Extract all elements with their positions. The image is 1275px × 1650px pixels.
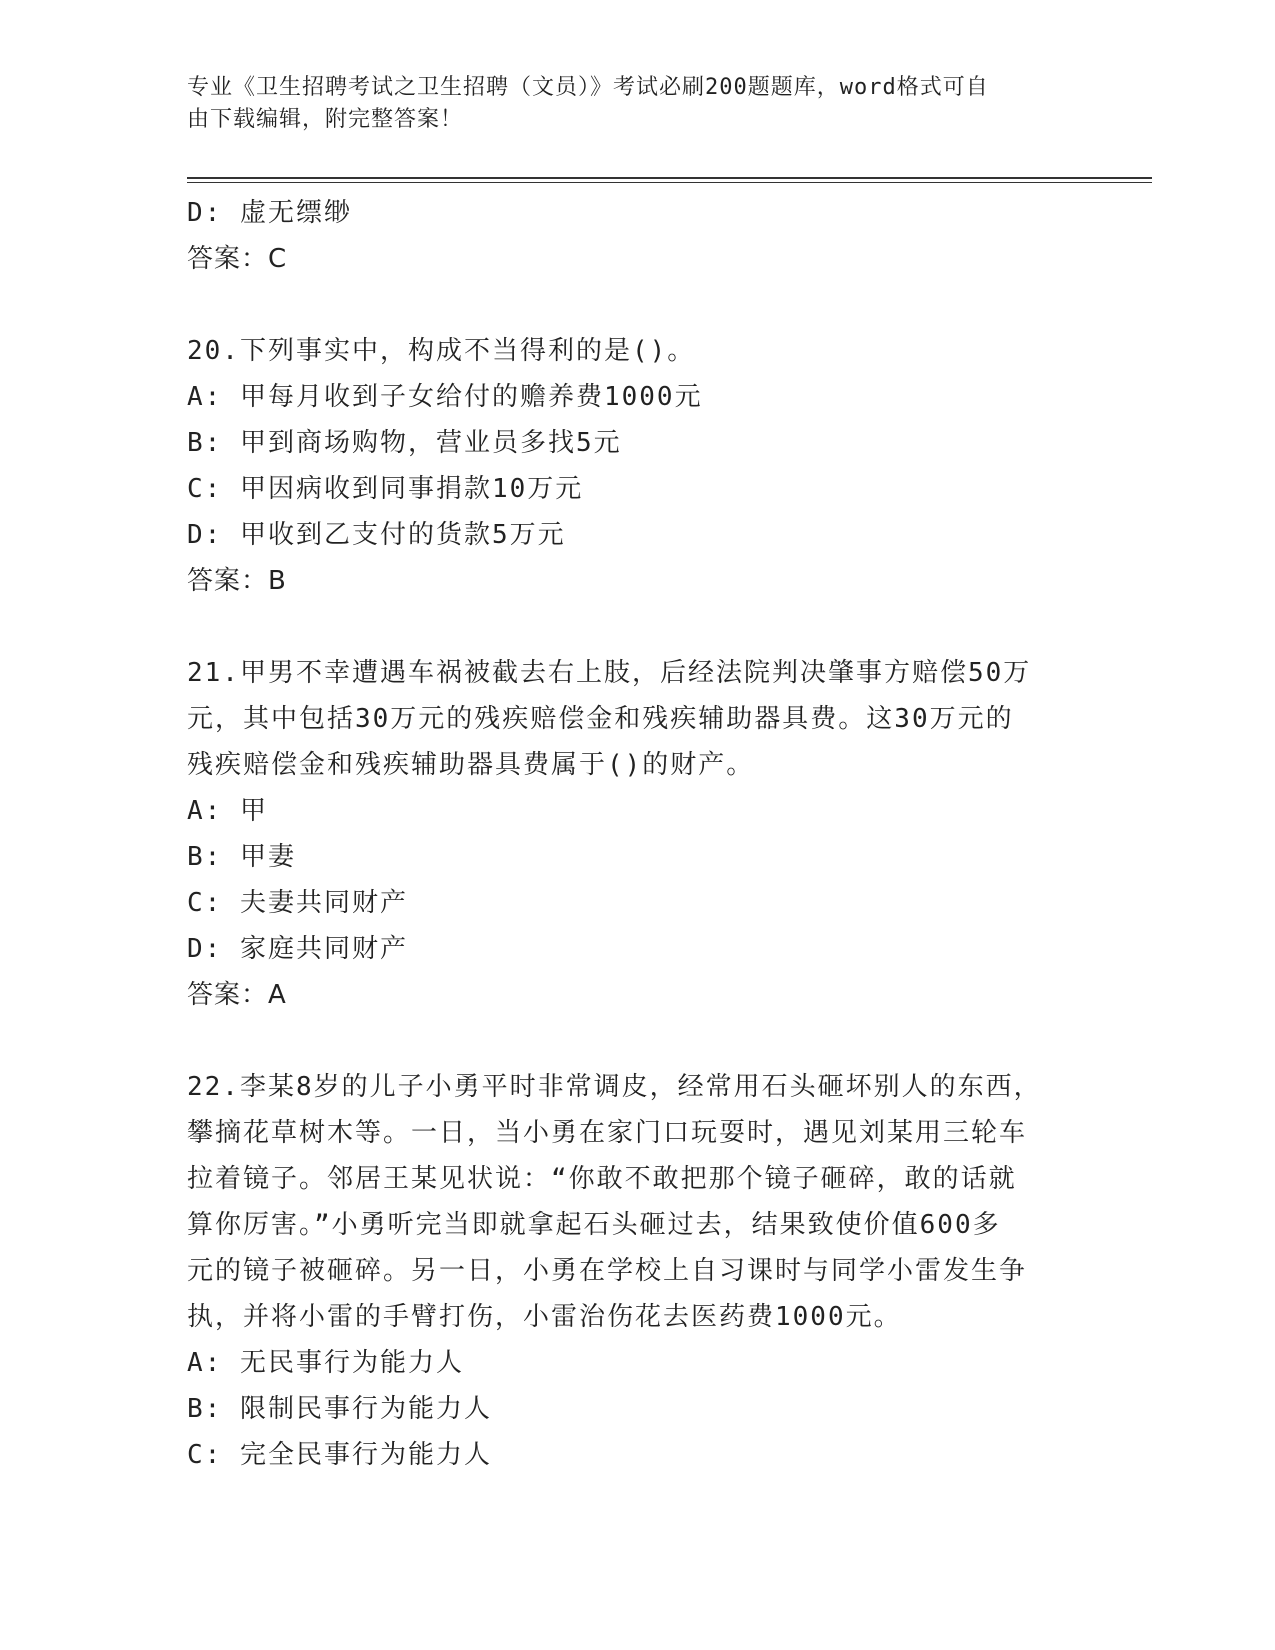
header-line-2: 由下载编辑，附完整答案！ [187,107,464,132]
prev-option-d: D: 虚无缥缈 [187,198,352,228]
header-divider-thin [187,182,1152,183]
option-c: C: 甲因病收到同事捐款10万元 [187,474,584,504]
spacer [187,1018,1087,1064]
option-d: D: 甲收到乙支付的货款5万元 [187,520,566,550]
question-22 [187,1064,1087,1478]
question-stem-line: 攀摘花草树木等。一日，当小勇在家门口玩耍时，遇见刘某用三轮车 [187,1118,1028,1148]
answer: 答案：A [187,980,287,1010]
option-b: B: 限制民事行为能力人 [187,1394,492,1424]
option-a: A: 无民事行为能力人 [187,1348,464,1378]
question-stem-line: 元的镜子被砸碎。另一日，小勇在学校上自习课时与同学小雷发生争 [187,1256,1028,1286]
option-b: B: 甲到商场购物，营业员多找5元 [187,428,622,458]
question-stem-line: 拉着镜子。邻居王某见状说：“你敢不敢把那个镜子砸碎，敢的话就 [187,1164,1017,1194]
option-b: B: 甲妻 [187,842,296,872]
question-stem-line: 元，其中包括30万元的残疾赔偿金和残疾辅助器具费。这30万元的 [187,704,1014,734]
question-21 [187,650,1087,1018]
question-stem-line: 21.甲男不幸遭遇车祸被截去右上肢，后经法院判决肇事方赔偿50万 [187,658,1032,688]
question-stem-line: 20.下列事实中，构成不当得利的是()。 [187,336,696,366]
question-stem-line: 22.李某8岁的儿子小勇平时非常调皮，经常用石头砸坏别人的东西， [187,1072,1042,1102]
option-c: C: 完全民事行为能力人 [187,1440,492,1470]
header-divider-thick [187,177,1152,179]
option-c: C: 夫妻共同财产 [187,888,408,918]
option-a: A: 甲每月收到子女给付的赡养费1000元 [187,382,703,412]
answer: 答案：B [187,566,287,596]
option-d: D: 家庭共同财产 [187,934,408,964]
spacer [187,282,1087,328]
spacer [187,604,1087,650]
document-header [187,72,1067,136]
question-stem-line: 算你厉害。”小勇听完当即就拿起石头砸过去，结果致使价值600多 [187,1210,1001,1240]
question-stem-line: 执，并将小雷的手臂打伤，小雷治伤花去医药费1000元。 [187,1302,902,1332]
option-a: A: 甲 [187,796,268,826]
question-20 [187,328,1087,604]
header-line-1: 专业《卫生招聘考试之卫生招聘（文员）》考试必刷200题题库，word格式可自 [187,75,989,100]
question-stem-line: 残疾赔偿金和残疾辅助器具费属于()的财产。 [187,750,755,780]
document-body [187,190,1087,1478]
prev-answer: 答案：C [187,244,288,274]
